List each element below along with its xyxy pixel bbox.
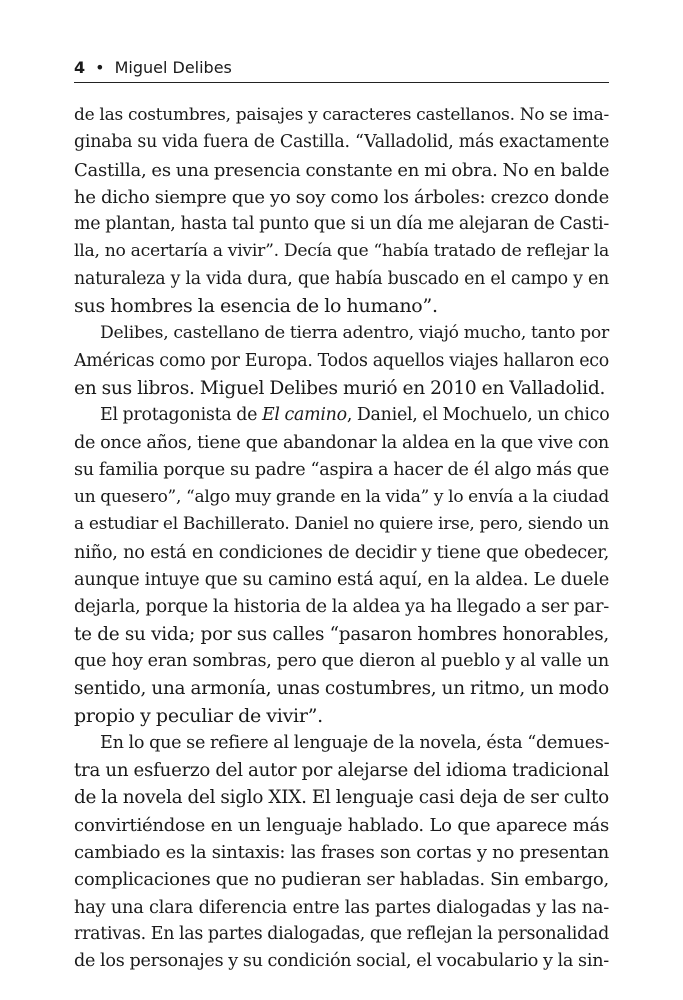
- text-line: lla, no acertaría a vivir”. Decía que “había tratado de reflejar la: [74, 241, 609, 262]
- text-line: de las costumbres, paisajes y caracteres castellanos. No se ima-: [74, 105, 609, 125]
- text-line: sentido, una armonía, unas costumbres, un ritmo, un modo: [74, 678, 609, 700]
- text-line: complicaciones que no pudieran ser habladas. Sin embargo,: [74, 869, 609, 891]
- text-line: me plantan, hasta tal punto que si un día me alejaran de Casti-: [74, 214, 609, 235]
- text-line: de los personajes y su condición social, el vocabulario y la sin-: [74, 951, 609, 972]
- text-line: ginaba su vida fuera de Castilla. “Valladolid, más exactamente: [74, 132, 609, 153]
- body-text: [74, 102, 609, 976]
- text-line: un quesero”, “algo muy grande en la vida” y lo envía a la ciudad: [74, 487, 609, 508]
- running-header: [74, 58, 609, 83]
- text-run: El protagonista de: [100, 405, 262, 426]
- header-bullet: •: [95, 58, 105, 77]
- text-line: Américas como por Europa. Todos aquellos viajes hallaron eco: [74, 350, 609, 371]
- text-line: rrativas. En las partes dialogadas, que reflejan la personalidad: [74, 923, 609, 944]
- text-line: En lo que se refiere al lenguaje de la novela, ésta “demues-: [100, 732, 610, 753]
- text-line: de once años, tiene que abandonar la aldea en la que vive con: [74, 432, 609, 453]
- page-number: 4: [74, 58, 86, 77]
- text-line: he dicho siempre que yo soy como los árboles: crezco donde: [74, 186, 609, 208]
- text-line: de la novela del siglo XIX. El lenguaje casi deja de ser culto: [74, 787, 609, 809]
- text-run: , Daniel, el Mochuelo, un chico: [346, 405, 610, 426]
- paragraph-2: [74, 320, 609, 402]
- text-line: cambiado es la sintaxis: las frases son cortas y no presentan: [74, 842, 609, 864]
- text-line: convirtiéndose en un lenguaje hablado. Lo que aparece más: [74, 814, 609, 836]
- text-line: Delibes, castellano de tierra adentro, viajó mucho, tanto por: [100, 323, 609, 344]
- text-line: sus hombres la esencia de lo humano”.: [74, 295, 438, 318]
- running-header-author: Miguel Delibes: [114, 58, 232, 77]
- paragraph-1: [74, 102, 609, 320]
- text-line: su familia porque su padre “aspira a hacer de él algo más que: [74, 459, 609, 480]
- paragraph-4: [74, 730, 609, 976]
- text-line: naturaleza y la vida dura, que había buscado en el campo y en: [74, 268, 609, 289]
- text-line: propio y peculiar de vivir”.: [74, 704, 323, 727]
- paragraph-3: [74, 402, 609, 730]
- text-line: dejarla, porque la historia de la aldea ya ha llegado a ser par-: [74, 596, 609, 618]
- book-title: El camino: [261, 405, 347, 426]
- text-line: en sus libros. Miguel Delibes murió en 2010 en Valladolid.: [74, 377, 606, 399]
- text-line: te de su vida; por sus calles “pasaron hombres honorables,: [74, 623, 609, 645]
- text-line: a estudiar el Bachillerato. Daniel no quiere irse, pero, siendo un: [74, 514, 609, 535]
- text-line: aunque intuye que su camino está aquí, en la aldea. Le duele: [74, 569, 609, 591]
- text-line: tra un esfuerzo del autor por alejarse del idioma tradicional: [74, 760, 609, 782]
- text-line: que hoy eran sombras, pero que dieron al pueblo y al valle un: [74, 650, 609, 671]
- text-line: [74, 402, 609, 429]
- text-line: Castilla, es una presencia constante en mi obra. No en balde: [74, 159, 610, 181]
- text-line: hay una clara diferencia entre las partes dialogadas y las na-: [74, 896, 609, 918]
- text-line: niño, no está en condiciones de decidir y tiene que obedecer,: [74, 541, 609, 563]
